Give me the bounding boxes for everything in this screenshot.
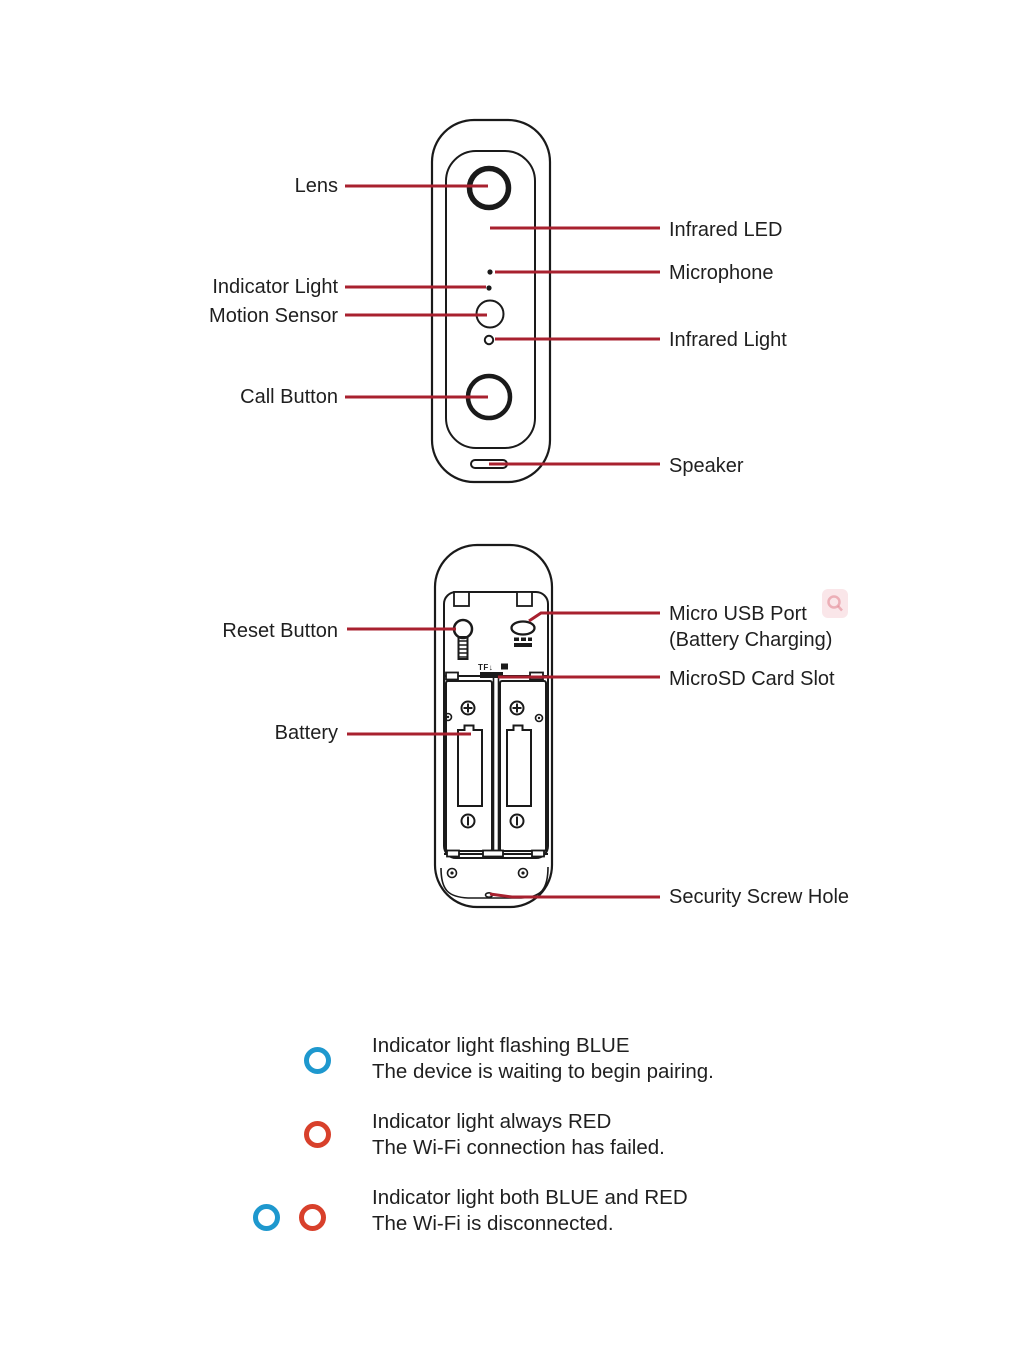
legend-item-wifi-disconnected [372, 1185, 688, 1236]
label-micro-usb-line1: Micro USB Port [669, 603, 807, 625]
label-infrared-led: Infrared LED [669, 219, 783, 241]
legend-wifi-disconnected-line1: Indicator light both BLUE and RED [372, 1186, 688, 1209]
battery-compartment-bottom [444, 851, 548, 857]
label-micro-usb-line2: (Battery Charging) [669, 629, 833, 651]
label-microsd-card-slot: MicroSD Card Slot [669, 668, 835, 690]
label-call-button: Call Button [240, 386, 338, 408]
mount-tab-right [517, 592, 532, 606]
legend-pairing-line1: Indicator light flashing BLUE [372, 1034, 630, 1057]
back-view-drawing [435, 545, 552, 907]
legend-pairing-line2: The device is waiting to begin pairing. [372, 1059, 714, 1083]
red-indicator-dot [299, 1204, 326, 1231]
label-microphone: Microphone [669, 262, 774, 284]
red-indicator-dot [304, 1121, 331, 1148]
blue-indicator-dot [304, 1047, 331, 1074]
sd-card-glyph [501, 664, 508, 670]
label-lens: Lens [294, 175, 338, 197]
blue-indicator-dot [253, 1204, 280, 1231]
label-reset-button: Reset Button [222, 620, 338, 642]
tf-slot-marking: TF↓ [478, 663, 494, 672]
front-view-drawing [432, 120, 550, 482]
label-battery: Battery [274, 722, 338, 744]
label-indicator-light: Indicator Light [212, 276, 338, 298]
label-speaker: Speaker [669, 455, 744, 477]
legend-wifi-failed-line2: The Wi-Fi connection has failed. [372, 1135, 665, 1159]
label-infrared-light: Infrared Light [669, 329, 787, 351]
legend-wifi-disconnected-line2: The Wi-Fi is disconnected. [372, 1211, 614, 1235]
label-motion-sensor: Motion Sensor [209, 305, 338, 327]
legend-item-wifi-failed [372, 1109, 665, 1160]
legend-wifi-failed-line1: Indicator light always RED [372, 1110, 612, 1133]
legend-item-pairing [372, 1033, 714, 1084]
mount-tab-left [454, 592, 469, 606]
indicator-light-icon [486, 285, 491, 290]
label-micro-usb-port [669, 601, 832, 653]
microphone-hole-icon [487, 269, 492, 274]
label-security-screw-hole: Security Screw Hole [669, 886, 850, 908]
